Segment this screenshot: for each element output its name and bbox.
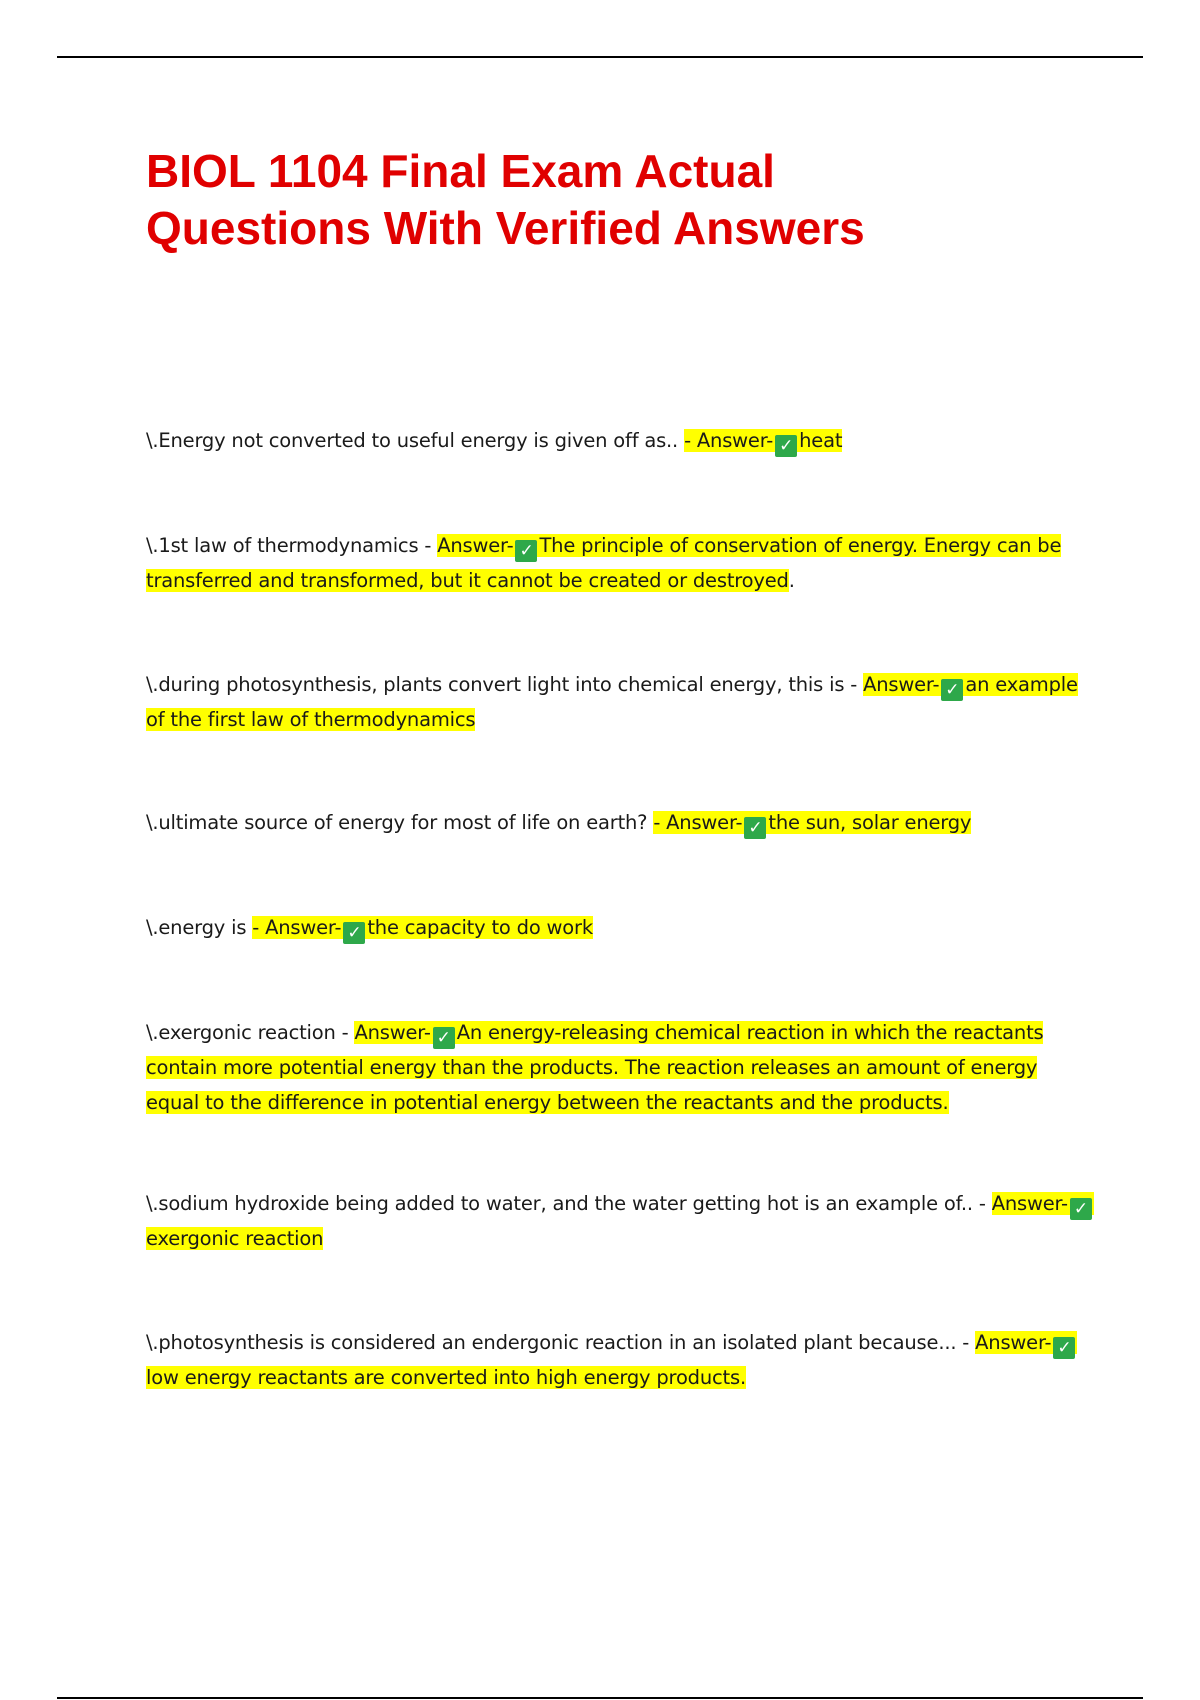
check-mark-icon: ✓: [744, 817, 766, 839]
answer-text: the sun, solar energy: [768, 811, 972, 834]
answer-prefix: Answer-: [975, 1331, 1052, 1354]
answer-prefix: Answer-: [991, 1192, 1068, 1215]
question-text: \.Energy not converted to useful energy is given off as..: [146, 429, 685, 452]
check-mark-icon: ✓: [941, 679, 963, 701]
answer-prefix: - Answer-: [684, 429, 774, 452]
answer-trailing-punct: .: [788, 569, 795, 592]
page-title-line1: BIOL 1104 Final Exam Actual: [146, 145, 775, 197]
qa-item: [146, 667, 1094, 737]
question-text: \.photosynthesis is considered an endergonic reaction in an isolated plant because... -: [146, 1331, 976, 1354]
qa-item: [146, 423, 1094, 458]
question-text: \.1st law of thermodynamics -: [146, 534, 438, 557]
question-text: \.during photosynthesis, plants convert light into chemical energy, this is -: [146, 673, 864, 696]
answer-prefix: Answer-: [437, 534, 514, 557]
question-text: \.sodium hydroxide being added to water, and the water getting hot is an example of.. -: [146, 1192, 992, 1215]
page-title: [146, 143, 1066, 257]
page-title-line2: Questions With Verified Answers: [146, 202, 865, 254]
answer-text: The principle of conservation of energy. Energy can be transferred and transformed, but it cannot be created or destroyed: [146, 534, 1062, 592]
check-mark-icon: ✓: [1053, 1337, 1075, 1359]
question-text: \.exergonic reaction -: [146, 1021, 355, 1044]
answer-text: an example of the first law of thermodynamics: [146, 673, 1078, 731]
answer-text: heat: [799, 429, 843, 452]
answer-text: the capacity to do work: [367, 916, 593, 939]
answer-prefix: - Answer-: [252, 916, 342, 939]
qa-item: [146, 528, 1094, 598]
answer-highlight: [653, 811, 972, 838]
answer-text: An energy-releasing chemical reaction in which the reactants contain more potential energy than the products. The reaction releases an amount of energy equal to the difference in potential energy between the reactants and the products.: [146, 1021, 1044, 1114]
check-mark-icon: ✓: [343, 922, 365, 944]
qa-item: [146, 805, 1094, 840]
question-text: \.energy is: [146, 916, 253, 939]
answer-highlight: [252, 916, 593, 943]
qa-item: [146, 910, 1094, 945]
question-text: \.ultimate source of energy for most of life on earth?: [146, 811, 654, 834]
answer-highlight: [684, 429, 843, 456]
qa-item: [146, 1015, 1094, 1120]
qa-item: [146, 1325, 1094, 1395]
check-mark-icon: ✓: [1070, 1198, 1092, 1220]
answer-prefix: Answer-: [863, 673, 940, 696]
qa-item: [146, 1186, 1094, 1256]
top-rule: [57, 56, 1143, 58]
check-mark-icon: ✓: [515, 540, 537, 562]
answer-text: exergonic reaction: [146, 1227, 324, 1250]
answer-prefix: - Answer-: [653, 811, 743, 834]
answer-prefix: Answer-: [354, 1021, 431, 1044]
check-mark-icon: ✓: [433, 1027, 455, 1049]
check-mark-icon: ✓: [775, 435, 797, 457]
bottom-rule: [57, 1697, 1143, 1699]
answer-text: low energy reactants are converted into high energy products.: [146, 1366, 746, 1389]
